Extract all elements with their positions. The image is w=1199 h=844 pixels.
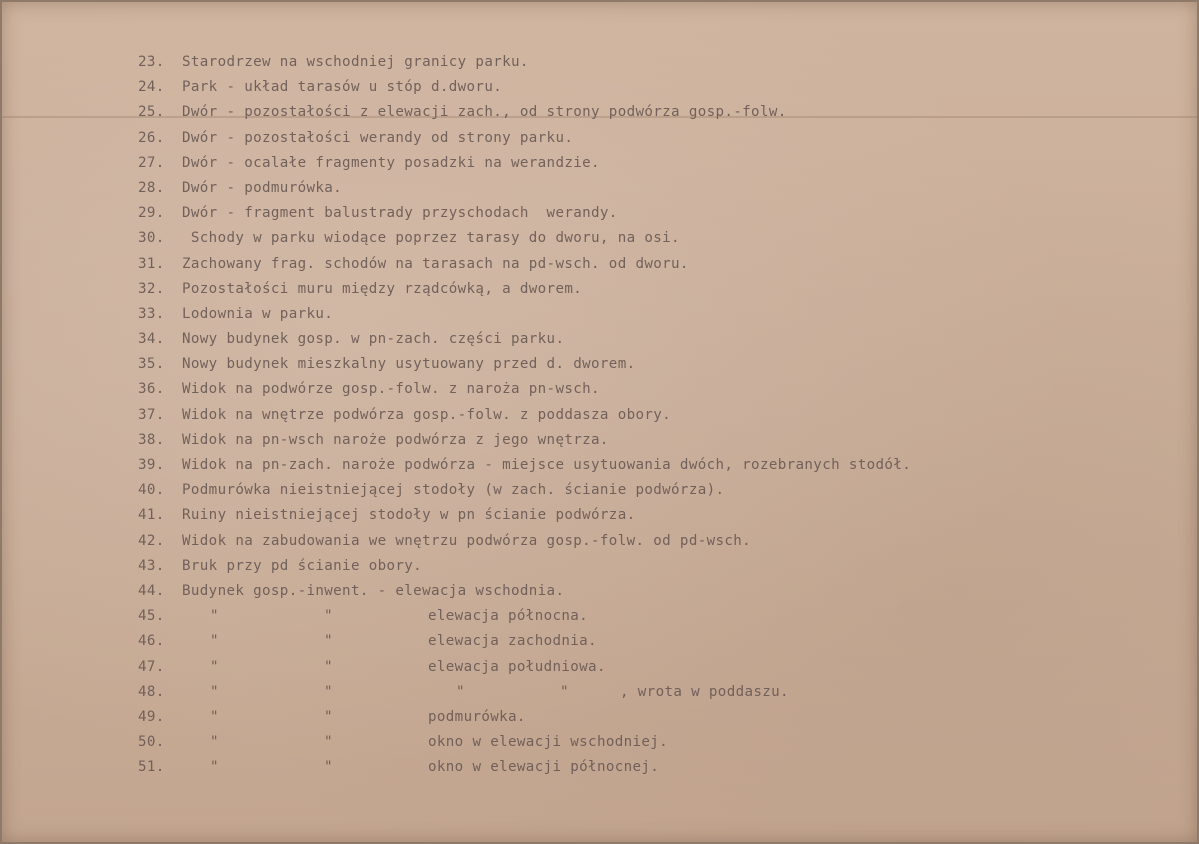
entry-number: 35. bbox=[138, 356, 165, 373]
list-item bbox=[138, 478, 911, 503]
entry-text: Budynek gosp.-inwent. - elewacja wschodnia. bbox=[182, 582, 565, 599]
list-item bbox=[138, 201, 911, 226]
photo-caption-list bbox=[138, 50, 911, 780]
entry-number: 46. bbox=[138, 633, 165, 650]
entry-text: Dwór - ocalałe fragmenty posadzki na werandzie. bbox=[182, 154, 600, 171]
entry-text: elewacja północna. bbox=[428, 608, 589, 625]
ditto-mark: " bbox=[324, 633, 333, 650]
ditto-mark: " bbox=[324, 734, 333, 751]
list-item bbox=[138, 151, 911, 176]
entry-text: okno w elewacji północnej. bbox=[428, 759, 660, 776]
entry-text: Dwór - pozostałości werandy od strony parku. bbox=[182, 129, 574, 146]
entry-text: Pozostałości muru między rządcówką, a dworem. bbox=[182, 280, 583, 297]
ditto-mark: " bbox=[210, 734, 219, 751]
entry-number: 36. bbox=[138, 381, 165, 398]
entry-number: 42. bbox=[138, 532, 165, 549]
entry-number: 44. bbox=[138, 582, 165, 599]
list-item bbox=[138, 277, 911, 302]
entry-text: Widok na pn-wsch naroże podwórza z jego wnętrza. bbox=[182, 431, 609, 448]
entry-text: Dwór - fragment balustrady przyschodach werandy. bbox=[182, 205, 618, 222]
entry-number: 34. bbox=[138, 331, 165, 348]
list-item bbox=[138, 50, 911, 75]
list-item bbox=[138, 176, 911, 201]
entry-number: 49. bbox=[138, 708, 165, 725]
entry-number: 31. bbox=[138, 255, 165, 272]
entry-number: 50. bbox=[138, 734, 165, 751]
list-item bbox=[138, 730, 911, 755]
ditto-mark: " bbox=[324, 683, 333, 700]
list-item bbox=[138, 327, 911, 352]
list-item bbox=[138, 680, 911, 705]
ditto-mark: " bbox=[210, 683, 219, 700]
entry-number: 33. bbox=[138, 305, 165, 322]
ditto-mark: " bbox=[456, 683, 465, 700]
entry-number: 28. bbox=[138, 179, 165, 196]
entry-number: 51. bbox=[138, 759, 165, 776]
list-item bbox=[138, 529, 911, 554]
ditto-mark: " bbox=[210, 608, 219, 625]
list-item bbox=[138, 453, 911, 478]
entry-text: , wrota w poddaszu. bbox=[620, 683, 789, 700]
list-item bbox=[138, 579, 911, 604]
ditto-mark: " bbox=[210, 759, 219, 776]
entry-number: 45. bbox=[138, 608, 165, 625]
entry-number: 29. bbox=[138, 205, 165, 222]
entry-number: 26. bbox=[138, 129, 165, 146]
list-item bbox=[138, 126, 911, 151]
entry-text: Widok na zabudowania we wnętrzu podwórza gosp.-folw. od pd-wsch. bbox=[182, 532, 752, 549]
ditto-mark: " bbox=[324, 608, 333, 625]
entry-number: 39. bbox=[138, 457, 165, 473]
list-item bbox=[138, 352, 911, 377]
list-item bbox=[138, 655, 911, 680]
list-item bbox=[138, 403, 911, 428]
entry-text: Dwór - pozostałości z elewacji zach., od strony podwórza gosp.-folw. bbox=[182, 104, 787, 121]
ditto-mark: " bbox=[210, 633, 219, 650]
ditto-mark: " bbox=[210, 708, 219, 725]
entry-text: Ruiny nieistniejącej stodoły w pn ścianie podwórza. bbox=[182, 507, 636, 524]
entry-text: Starodrzew na wschodniej granicy parku. bbox=[182, 54, 529, 70]
entry-text: Widok na podwórze gosp.-folw. z naroża pn-wsch. bbox=[182, 381, 600, 398]
entry-number: 23. bbox=[138, 54, 165, 70]
entry-text: Zachowany frag. schodów na tarasach na pd-wsch. od dworu. bbox=[182, 255, 689, 272]
entry-number: 27. bbox=[138, 154, 165, 171]
entry-text: podmurówka. bbox=[428, 708, 526, 725]
entry-text: Dwór - podmurówka. bbox=[182, 179, 343, 196]
entry-text: elewacja zachodnia. bbox=[428, 633, 597, 650]
entry-number: 48. bbox=[138, 683, 165, 700]
list-item bbox=[138, 252, 911, 277]
list-item bbox=[138, 226, 911, 251]
entry-number: 24. bbox=[138, 79, 165, 96]
entry-number: 41. bbox=[138, 507, 165, 524]
entry-number: 38. bbox=[138, 431, 165, 448]
entry-number: 40. bbox=[138, 482, 165, 499]
entry-text: elewacja południowa. bbox=[428, 658, 606, 675]
entry-number: 32. bbox=[138, 280, 165, 297]
list-item bbox=[138, 755, 911, 780]
list-item bbox=[138, 629, 911, 654]
entry-text: Nowy budynek mieszkalny usytuowany przed d. dworem. bbox=[182, 356, 636, 373]
list-item bbox=[138, 302, 911, 327]
list-item bbox=[138, 377, 911, 402]
entry-text: Podmurówka nieistniejącej stodoły (w zach. ścianie podwórza). bbox=[182, 482, 725, 499]
list-item bbox=[138, 554, 911, 579]
ditto-mark: " bbox=[324, 658, 333, 675]
entry-number: 25. bbox=[138, 104, 165, 121]
ditto-mark: " bbox=[324, 759, 333, 776]
ditto-mark: " bbox=[210, 658, 219, 675]
entry-number: 37. bbox=[138, 406, 165, 423]
list-item bbox=[138, 503, 911, 528]
list-item bbox=[138, 75, 911, 100]
entry-text: Widok na wnętrze podwórza gosp.-folw. z poddasza obory. bbox=[182, 406, 672, 423]
entry-text: Park - układ tarasów u stóp d.dworu. bbox=[182, 79, 503, 96]
entry-number: 47. bbox=[138, 658, 165, 675]
entry-text: Schody w parku wiodące poprzez tarasy do dworu, na osi. bbox=[182, 230, 680, 247]
entry-text: Widok na pn-zach. naroże podwórza - miejsce usytuowania dwóch, rozebranych stodół. bbox=[182, 457, 912, 473]
entry-text: okno w elewacji wschodniej. bbox=[428, 734, 669, 751]
entry-text: Bruk przy pd ścianie obory. bbox=[182, 557, 423, 574]
list-item bbox=[138, 705, 911, 730]
entry-text: Lodownia w parku. bbox=[182, 305, 334, 322]
entry-number: 43. bbox=[138, 557, 165, 574]
list-item bbox=[138, 428, 911, 453]
list-item bbox=[138, 604, 911, 629]
list-item bbox=[138, 100, 911, 125]
entry-text: Nowy budynek gosp. w pn-zach. części parku. bbox=[182, 331, 565, 348]
ditto-mark: " bbox=[560, 683, 569, 700]
ditto-mark: " bbox=[324, 708, 333, 725]
entry-number: 30. bbox=[138, 230, 165, 247]
